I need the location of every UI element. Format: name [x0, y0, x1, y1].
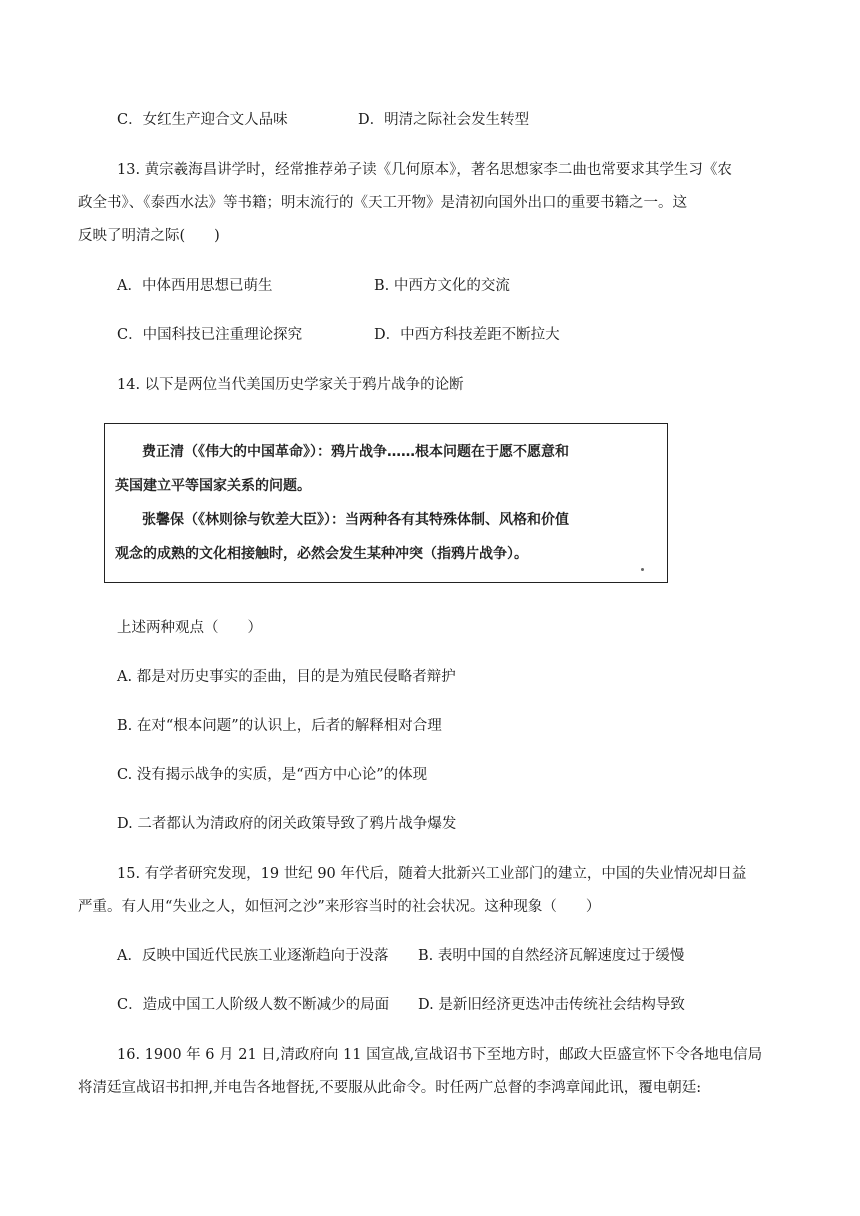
q14-option-b: B. 在对“根本问题”的认识上，后者的解释相对合理 — [117, 718, 442, 734]
q15-option-d: D. 是新旧经济更迭冲击传统社会结构导致 — [418, 997, 685, 1013]
q15-stem-line-1: 15. 有学者研究发现，19 世纪 90 年代后，随着大批新兴工业部门的建立，中国的失业情况却日益 — [117, 866, 747, 882]
q13-stem-line-1: 13. 黄宗羲海昌讲学时，经常推荐弟子读《几何原本》，著名思想家李二曲也常要求其学生习《农 — [117, 162, 732, 178]
q12-option-c: C．女红生产迎合文人品味 — [117, 112, 288, 128]
q13-stem-line-2: 政全书》、《泰西水法》等书籍；明末流行的《天工开物》是清初向国外出口的重要书籍之一。这 — [78, 195, 687, 211]
q15-option-b: B. 表明中国的自然经济瓦解速度过于缓慢 — [418, 948, 685, 964]
q16-stem-line-1: 16. 1900 年 6 月 21 日,清政府向 11 国宣战,宣战诏书下至地方时，邮政大臣盛宣怀下令各地电信局 — [117, 1047, 763, 1063]
quote-fairbank-line-1: 费正清（《伟大的中国革命》）：鸦片战争……根本问题在于愿不愿意和 — [142, 444, 569, 460]
q15-option-c: C．造成中国工人阶级人数不断减少的局面 — [117, 997, 390, 1013]
q14-quote-box — [104, 423, 668, 583]
scan-speck — [641, 568, 644, 571]
quote-chang-line-2: 观念的成熟的文化相接触时，必然会发生某种冲突（指鸦片战争）。 — [115, 546, 528, 562]
q14-stem: 14. 以下是两位当代美国历史学家关于鸦片战争的论断 — [117, 377, 464, 393]
q14-option-c: C. 没有揭示战争的实质，是“西方中心论”的体现 — [117, 767, 428, 783]
q13-option-b: B. 中西方文化的交流 — [374, 278, 510, 294]
q13-option-c: C．中国科技已注重理论探究 — [117, 327, 303, 343]
q13-stem-line-3: 反映了明清之际( ) — [78, 228, 220, 244]
quote-chang-line-1: 张馨保（《林则徐与钦差大臣》）：当两种各有其特殊体制、风格和价值 — [142, 512, 569, 528]
q15-stem-line-2: 严重。有人用“失业之人，如恒河之沙”来形容当时的社会状况。这种现象（ ） — [78, 899, 601, 915]
quote-fairbank-line-2: 英国建立平等国家关系的问题。 — [115, 478, 311, 494]
q13-option-a: A．中体西用思想已萌生 — [117, 278, 273, 294]
q14-option-d: D. 二者都认为清政府的闭关政策导致了鸦片战争爆发 — [117, 816, 457, 832]
q15-option-a: A．反映中国近代民族工业逐渐趋向于没落 — [117, 948, 389, 964]
q13-option-d: D．中西方科技差距不断拉大 — [374, 327, 560, 343]
q14-prompt: 上述两种观点（ ） — [117, 620, 262, 636]
q14-option-a: A. 都是对历史事实的歪曲，目的是为殖民侵略者辩护 — [117, 669, 456, 685]
q16-stem-line-2: 将清廷宣战诏书扣押,并电告各地督抚,不要服从此命令。时任两广总督的李鸿章闻此讯，覆电朝廷: — [78, 1080, 702, 1096]
q12-option-d: D．明清之际社会发生转型 — [358, 112, 530, 128]
